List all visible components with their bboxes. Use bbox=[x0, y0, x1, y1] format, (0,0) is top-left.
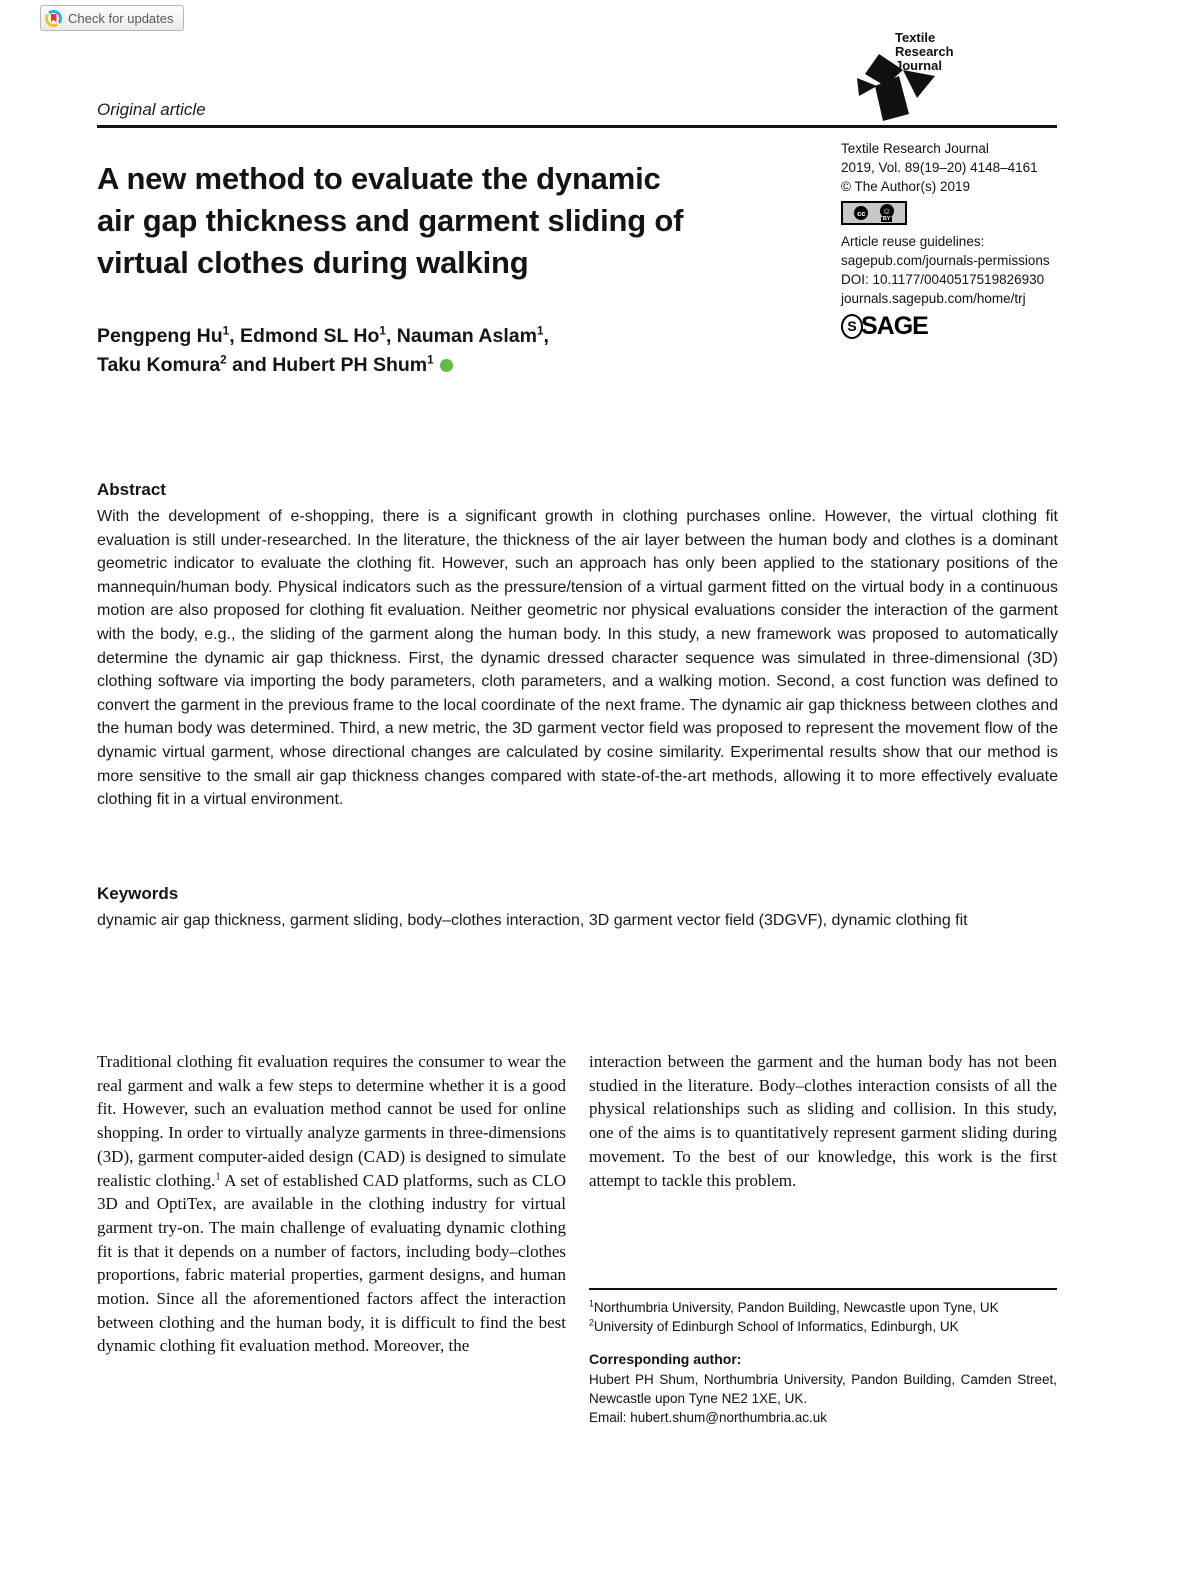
journal-logo-line2: Research bbox=[895, 44, 954, 59]
affiliation-mark: 2 bbox=[589, 1317, 594, 1328]
sage-publisher-logo bbox=[841, 314, 1061, 339]
cc-by-license-badge[interactable] bbox=[841, 201, 907, 225]
article-type-label: Original article bbox=[97, 100, 206, 119]
cc-attribution-icon bbox=[880, 204, 894, 222]
author-separator: , bbox=[385, 325, 397, 347]
author-name: Taku Komura bbox=[97, 354, 221, 376]
author-list bbox=[97, 322, 549, 380]
crossmark-icon bbox=[45, 10, 62, 27]
title-line-3: virtual clothes during walking bbox=[97, 245, 529, 280]
journal-logo-line3: Journal bbox=[895, 58, 942, 73]
title-line-2: air gap thickness and garment sliding of bbox=[97, 203, 684, 238]
author-affiliation-mark: 1 bbox=[427, 353, 434, 367]
author-line-1 bbox=[97, 322, 549, 351]
corresponding-author-heading: Corresponding author: bbox=[589, 1351, 742, 1367]
abstract-heading: Abstract bbox=[97, 480, 166, 499]
body-column-left bbox=[97, 1050, 566, 1358]
doi-link[interactable]: DOI: 10.1177/0040517519826930 bbox=[841, 272, 1045, 287]
reference-mark[interactable]: 1 bbox=[215, 1170, 221, 1182]
orcid-icon[interactable] bbox=[440, 359, 453, 372]
affiliation-text: University of Edinburgh School of Informatics, Edinburgh, UK bbox=[593, 1319, 959, 1334]
sage-s-icon: S bbox=[841, 314, 863, 339]
author-name: Nauman Aslam bbox=[396, 325, 537, 347]
title-line-1: A new method to evaluate the dynamic bbox=[97, 161, 661, 196]
author-separator: , bbox=[229, 325, 241, 347]
corresponding-author-text: Hubert PH Shum, Northumbria University, Pandon Building, Camden Street, Newcastle upon Tyne NE2 1XE, UK. bbox=[589, 1372, 1057, 1406]
affiliation-mark: 1 bbox=[589, 1298, 594, 1309]
cc-icon: cc bbox=[854, 206, 868, 220]
author-affiliation-mark: 2 bbox=[220, 353, 227, 367]
affiliation-text: Northumbria University, Pandon Building, Newcastle upon Tyne, UK bbox=[593, 1300, 999, 1315]
person-icon: ☺ bbox=[880, 204, 894, 218]
journal-metadata bbox=[841, 139, 1061, 339]
affiliation-1 bbox=[589, 1298, 1057, 1317]
cc-by-label: BY bbox=[882, 216, 891, 222]
keywords-section bbox=[97, 884, 1058, 933]
check-for-updates-label: Check for updates bbox=[68, 10, 174, 26]
body-text: Traditional clothing fit evaluation requires the consumer to wear the real garment and walk a few steps to determine whether it is a good fit. However, such an evaluation method cannot be used for online shopping. In order to virtually analyze garments in three-dimensions (3D), garment computer-aided design (CAD) is designed to simulate realistic clothing. bbox=[97, 1052, 566, 1190]
keywords-text: dynamic air gap thickness, garment sliding, body–clothes interaction, 3D garment vector field (3DGVF), dynamic clothing fit bbox=[97, 912, 968, 929]
footnotes-section bbox=[589, 1288, 1057, 1427]
sage-wordmark: SAGE bbox=[861, 312, 928, 340]
page-title bbox=[97, 158, 817, 284]
corresponding-author-block bbox=[589, 1350, 1057, 1427]
bookmark-icon bbox=[51, 14, 57, 23]
author-name: Pengpeng Hu bbox=[97, 325, 223, 347]
journal-name: Textile Research Journal bbox=[841, 141, 989, 156]
body-paragraph: interaction between the garment and the human body has not been studied in the literature. Body–clothes interaction consists of all the physical relationships such as sliding and collision. In this study, one of the aims is to quantitatively represent garment sliding during movement. To the best of our knowledge, this work is the first attempt to tackle this problem. bbox=[589, 1052, 1057, 1190]
journal-logo-line1: Textile bbox=[895, 30, 936, 45]
journal-logo bbox=[843, 24, 963, 124]
author-line-2 bbox=[97, 351, 549, 380]
copyright-line: © The Author(s) 2019 bbox=[841, 179, 971, 194]
body-column-right bbox=[589, 1050, 1057, 1192]
body-paragraph bbox=[97, 1050, 566, 1358]
journal-home-link[interactable]: journals.sagepub.com/home/trj bbox=[841, 291, 1026, 306]
affiliation-2 bbox=[589, 1317, 1057, 1336]
author-affiliation-mark: 1 bbox=[379, 324, 386, 338]
header-rule bbox=[97, 125, 1057, 128]
author-affiliation-mark: 1 bbox=[536, 324, 544, 338]
journal-volume-pages: 2019, Vol. 89(19–20) 4148–4161 bbox=[841, 160, 1038, 175]
author-name: Hubert PH Shum bbox=[272, 354, 428, 376]
abstract-text: With the development of e-shopping, there is a significant growth in clothing purchases online. However, the virtual clothing fit evaluation is still under-researched. In the literature, the thickness of the air layer between the human body and clothes is a dominant geometric indicator to evaluate the clothing fit. However, such an approach has only been applied to the stationary positions of the mannequin/human body. Physical indicators such as the pressure/tension of a virtual garment fitted on the virtual body in a continuous motion are also proposed for clothing fit evaluation. Neither geometric nor physical evaluations consider the interaction of the garment with the body, e.g., the sliding of the garment along the human body. In this study, a new framework was proposed to automatically determine the dynamic air gap thickness. First, the dynamic dressed character sequence was simulated in three-dimensional (3D) clothing software via importing the body parameters, cloth parameters, and a walking motion. Second, a cost function was defined to convert the garment in the previous frame to the local coordinate of the next frame. The dynamic air gap thickness between clothes and the human body was determined. Third, a new metric, the 3D garment vector field was proposed to represent the movement flow of the dynamic virtual garment, whose directional changes are calculated by cosine similarity. Experimental results show that our method is more sensitive to the small air gap thickness changes compared with state-of-the-art methods, allowing it to more effectively evaluate clothing fit in a virtual environment. bbox=[97, 508, 1058, 809]
reuse-guidelines-label: Article reuse guidelines: bbox=[841, 234, 985, 249]
footnote-rule bbox=[589, 1288, 1057, 1290]
check-for-updates-button[interactable] bbox=[40, 5, 184, 31]
body-text: A set of established CAD platforms, such as CLO 3D and OptiTex, are available in the clothing industry for virtual garment try-on. The main challenge of evaluating dynamic clothing fit is that it depends on a number of factors, including body–clothes proportions, fabric material properties, garment designs, and human motion. Since all the aforementioned factors affect the interaction between clothing and the human body, it is difficult to find the best dynamic clothing fit evaluation method. Moreover, the bbox=[97, 1170, 566, 1356]
corresponding-author-email[interactable]: Email: hubert.shum@northumbria.ac.uk bbox=[589, 1410, 828, 1425]
author-name: Edmond SL Ho bbox=[240, 325, 380, 347]
author-separator: and bbox=[226, 354, 273, 376]
keywords-heading: Keywords bbox=[97, 884, 179, 903]
abstract-section bbox=[97, 480, 1058, 812]
permissions-link[interactable]: sagepub.com/journals-permissions bbox=[841, 253, 1050, 268]
author-affiliation-mark: 1 bbox=[222, 324, 230, 338]
author-separator: , bbox=[543, 325, 549, 347]
